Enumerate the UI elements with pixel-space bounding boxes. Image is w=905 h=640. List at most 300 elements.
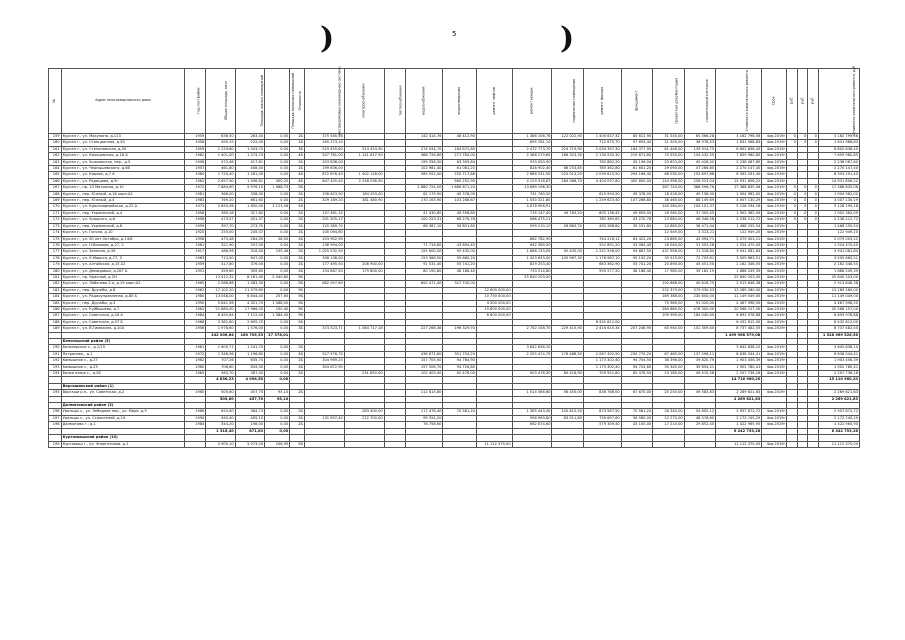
table-cell: 1951 xyxy=(185,268,206,274)
table-cell: 1 902 362,09 xyxy=(818,210,859,216)
table-cell: 486,56 xyxy=(206,249,235,255)
table-cell: 417,80 xyxy=(206,262,235,268)
table-cell: 2Б xyxy=(290,236,305,242)
table-cell: 107 286,80 xyxy=(621,198,652,204)
table-cell: 94 687,50 xyxy=(621,249,652,255)
table-cell: 1 904 982,00 xyxy=(716,191,762,197)
table-cell: 25 840 203,00 xyxy=(818,274,859,280)
table-cell: 2 255 474,70 xyxy=(512,351,552,357)
table-cell: 8 161,40 xyxy=(235,274,264,280)
table-cell: 2 913 648,38 xyxy=(818,281,859,287)
table-cell: 67 465,00 xyxy=(653,351,684,357)
table-cell: 45 426,00 xyxy=(684,159,715,165)
table-cell: 8 737 482,55 xyxy=(818,326,859,332)
table-cell: 3 162 798,56 xyxy=(716,134,762,140)
table-cell: 185 xyxy=(49,300,62,306)
table-cell: 22 270,00 xyxy=(653,415,684,421)
table-cell: 40 616,75 xyxy=(684,281,715,287)
table-cell: 65 366,28 xyxy=(684,134,715,140)
table-cell: 7 112,40 xyxy=(235,313,264,319)
table-cell: 39 654,21 xyxy=(684,364,715,370)
table-cell: 0,00 xyxy=(265,191,290,197)
address-cell: Курган г., пер. Дружбы, д.8 xyxy=(61,287,185,293)
address-cell: Уральцы с., ул. Строителей, д.19 xyxy=(61,415,185,421)
table-cell: 373 523,71 xyxy=(304,326,344,332)
table-cell: 161 xyxy=(49,146,62,152)
table-cell: 1 386 106,76 xyxy=(512,134,552,140)
table-cell: 600 471,40 xyxy=(405,281,443,287)
address-cell: Курган г., ул. К.Маркса, д.77, 3 xyxy=(61,255,185,261)
table-cell: 2 067 492,50 xyxy=(583,351,621,357)
header-index: № xyxy=(49,69,62,134)
table-cell: 739 697,60 xyxy=(583,415,621,421)
table-cell: 2Б xyxy=(290,191,305,197)
table-cell: 3Б xyxy=(290,146,305,152)
table-cell: 2Б xyxy=(290,358,305,364)
table-cell: 43 894,40 xyxy=(443,242,477,248)
table-cell: 179 800,00 xyxy=(344,268,384,274)
table-cell: 0 xyxy=(787,140,797,146)
table-cell: 4кв.2019г xyxy=(762,230,787,236)
table-cell: 2 472 773,70 xyxy=(512,146,552,152)
table-cell: 4Б xyxy=(290,153,305,159)
table-cell: 1 668 133,00 xyxy=(512,249,552,255)
table-cell: 4кв.2019г xyxy=(762,140,787,146)
table-cell: 547 761,00 xyxy=(304,153,344,159)
table-cell: 68 030,00 xyxy=(653,172,684,178)
table-cell: 4 321,70 xyxy=(235,300,264,306)
header-floors: Этажность xyxy=(290,69,305,134)
table-cell: 14 931 806,22 xyxy=(818,178,859,184)
table-cell: 104 101,37 xyxy=(684,204,715,210)
table-cell: 23 664,00 xyxy=(653,217,684,223)
header-work-11: проектная документация xyxy=(653,69,684,134)
table-cell: 5 976,10 xyxy=(235,185,264,191)
table-cell: 4 878 908,91 xyxy=(512,204,552,210)
table-cell: 92 435,00 xyxy=(443,249,477,255)
table-cell: 2 162 346,55 xyxy=(716,262,762,268)
table-cell: 105 967,30 xyxy=(552,255,583,261)
table-cell: 94 726,80 xyxy=(443,364,477,370)
table-cell: 178 xyxy=(49,255,62,261)
table-cell: 741 760,50 xyxy=(512,191,552,197)
table-cell: 4кв.2019г xyxy=(762,287,787,293)
address-cell: Курган г., ул. Советская, д.16 А xyxy=(61,313,185,319)
table-cell xyxy=(552,441,583,447)
table-cell: 11 149 049,00 xyxy=(716,294,762,300)
table-cell: 1959 xyxy=(185,134,206,140)
table-cell: 9Б xyxy=(290,274,305,280)
table-cell: 2Б xyxy=(290,134,305,140)
table-cell: 4 467 998,50 xyxy=(716,300,762,306)
table-cell: 1 902 362,09 xyxy=(716,210,762,216)
total-cell: 1 499 968 579,08 xyxy=(716,332,762,338)
table-cell: 11 149 049,00 xyxy=(818,294,859,300)
table-cell: 1 084 717,18 xyxy=(344,326,384,332)
address-cell: Камышное с., д.23 xyxy=(61,364,185,370)
table-cell: 360,28 xyxy=(206,210,235,216)
table-cell: 552 891,20 xyxy=(583,242,621,248)
table-cell: 2 039 610,50 xyxy=(583,172,621,178)
table-cell: 4кв.2019г xyxy=(762,166,787,172)
table-cell: 45 451,50 xyxy=(684,262,715,268)
table-row xyxy=(49,441,860,447)
table-cell: 284 068,70 xyxy=(552,178,583,184)
address-cell: Курган г., пер. Дружбы, д.3 xyxy=(61,300,185,306)
table-cell: 1956 xyxy=(185,159,206,165)
table-cell: 1 173 302,40 xyxy=(583,358,621,364)
table-cell: 21 880,00 xyxy=(206,306,235,312)
total-cell: 14 716 960,20 xyxy=(716,377,762,383)
table-cell: 457,70 xyxy=(235,390,264,396)
table-cell: 157 705,50 xyxy=(405,358,443,364)
table-cell: 0 xyxy=(808,185,818,191)
address-cell: Курган г., ул. Чернышевского, д.66 xyxy=(61,166,185,172)
table-cell: 400 800,00 xyxy=(621,178,652,184)
table-cell: 227 266,36 xyxy=(405,326,443,332)
table-cell: 165 273,10 xyxy=(304,140,344,146)
table-cell: 25 250,00 xyxy=(653,390,684,396)
table-cell: 2 270 147,40 xyxy=(716,166,762,172)
header-work-12: строительный контроль xyxy=(684,69,715,134)
table-cell: 2 258 036,90 xyxy=(344,178,384,184)
table-cell: 2 162 346,55 xyxy=(818,262,859,268)
table-cell: 405,10 xyxy=(235,415,264,421)
table-cell: 0 xyxy=(797,210,807,216)
header-work-5: водоотведения xyxy=(443,69,477,134)
table-cell: 0,00 xyxy=(265,166,290,172)
table-cell: 3 382,60 xyxy=(206,319,235,325)
table-cell: 417,81 xyxy=(235,159,264,165)
table-cell: 0,00 xyxy=(265,198,290,204)
table-cell: 4кв.2019г xyxy=(762,294,787,300)
table-cell: 49 378,00 xyxy=(621,191,652,197)
table-cell: 199 358,30 xyxy=(405,159,443,165)
table-cell: 0,00 xyxy=(265,319,290,325)
table-cell: 1 888 249,39 xyxy=(818,268,859,274)
table-cell: 179 xyxy=(49,262,62,268)
table-cell: 1 141 617,90 xyxy=(344,153,384,159)
table-cell: 12 600 000,00 xyxy=(476,287,512,293)
table-cell: 192 666,00 xyxy=(653,281,684,287)
table-cell: 184 872,80 xyxy=(443,146,477,152)
table-cell: 463,70 xyxy=(206,371,235,377)
table-cell: 17 966,00 xyxy=(235,306,264,312)
table-cell: 13 289 280,00 xyxy=(818,287,859,293)
total-cell: 27 378,01 xyxy=(265,332,290,338)
table-cell: 13 048,00 xyxy=(206,294,235,300)
total-cell: 457,70 xyxy=(235,396,264,402)
table-cell: 20 890,00 xyxy=(653,262,684,268)
table-cell: 1990 xyxy=(185,300,206,306)
table-cell: 100 253,31 xyxy=(405,217,443,223)
table-cell: 198,00 xyxy=(235,422,264,428)
table-cell: 3Б xyxy=(290,326,305,332)
table-cell: 56 455,00 xyxy=(552,390,583,396)
table-cell: 187 xyxy=(49,313,62,319)
table-cell: 0,00 xyxy=(265,287,290,293)
table-cell: 0,00 xyxy=(265,326,290,332)
header-work-1: внутридомовые инженерные системы xyxy=(304,69,344,134)
table-cell: 2 418 615,34 xyxy=(583,326,621,332)
table-cell: 40 378,00 xyxy=(443,191,477,197)
table-cell: 9Б xyxy=(290,287,305,293)
table-cell: 1 068,00 xyxy=(265,300,290,306)
table-cell: 0,00 xyxy=(265,230,290,236)
table-cell: 4кв.2019г xyxy=(762,178,787,184)
table-cell: 605 136,45 xyxy=(583,210,621,216)
table-cell: 173 xyxy=(49,223,62,229)
address-cell: Варгаши р.п., ул. Советская, д.2 xyxy=(61,390,185,396)
table-cell: 0,00 xyxy=(265,409,290,415)
table-cell: 157 481,32 xyxy=(304,210,344,216)
table-cell: 38 460,00 xyxy=(653,198,684,204)
header-work-4: водоснабжения xyxy=(405,69,443,134)
table-cell: 2 957 672,72 xyxy=(818,409,859,415)
table-cell: 70 581,20 xyxy=(621,409,652,415)
table-cell: 43 100,00 xyxy=(621,422,652,428)
table-cell: 264,00 xyxy=(235,236,264,242)
table-cell: 63 940,00 xyxy=(653,326,684,332)
table-cell: 61 446,00 xyxy=(653,146,684,152)
address-cell: Курган г., ул. Алтайская, д.15 А2 xyxy=(61,262,185,268)
table-cell: 5Б xyxy=(290,204,305,210)
table-cell: 184 040,00 xyxy=(684,313,715,319)
table-cell: 170 xyxy=(49,204,62,210)
header-work-8: подвальные помещения xyxy=(552,69,583,134)
table-cell: 28,50 xyxy=(265,236,290,242)
table-cell: 4Б xyxy=(290,351,305,357)
table-cell: 4кв.2019г xyxy=(762,281,787,287)
table-cell: 828 902,40 xyxy=(512,166,552,172)
header-address: Адрес многоквартирного дома xyxy=(61,69,185,134)
section-title: Далматовский район (3) xyxy=(61,403,185,409)
table-cell: 131 957,40 xyxy=(304,415,344,421)
table-cell: 0 xyxy=(808,140,818,146)
table-cell: 0 xyxy=(787,198,797,204)
table-cell: 36 471,44 xyxy=(684,223,715,229)
table-cell: 71 716,80 xyxy=(405,242,443,248)
table-cell: 19 800 000,00 xyxy=(476,306,512,312)
table-cell xyxy=(808,441,818,447)
table-cell: 782 365,65 xyxy=(583,217,621,223)
table-cell: 256 523,04 xyxy=(684,178,715,184)
table-cell: 317,80 xyxy=(235,210,264,216)
address-cell: Уральцы с., ул. Лебедева пер., ул. Мира, д.5 xyxy=(61,409,185,415)
table-cell: 192 xyxy=(49,358,62,364)
table-cell: 2 855,56 xyxy=(206,204,235,210)
table-cell: 1 524 470,45 xyxy=(716,242,762,248)
table-cell: 61 081,20 xyxy=(443,166,477,172)
table-cell: 1958 xyxy=(185,140,206,146)
total-cell: 242 006,64 xyxy=(206,332,235,338)
table-cell: 20 568 157,00 xyxy=(716,306,762,312)
table-cell: 836 766,00 xyxy=(583,390,621,396)
total-cell: 15 110 960,20 xyxy=(818,377,859,383)
table-cell xyxy=(797,441,807,447)
table-cell: 2Б xyxy=(290,364,305,370)
table-cell: 184 293,00 xyxy=(344,191,384,197)
table-cell: 397,70 xyxy=(206,223,235,229)
table-cell: 2Б xyxy=(290,159,305,165)
table-cell: 164 xyxy=(49,166,62,172)
table-cell: 505,60 xyxy=(206,390,235,396)
table-cell: 42 994,71 xyxy=(684,236,715,242)
table-cell: 2Б xyxy=(290,223,305,229)
address-cell: Курган г., ул. Красноармейская, д.22 А xyxy=(61,204,185,210)
table-cell: 85 612,90 xyxy=(621,134,652,140)
table-cell: 178 488,50 xyxy=(552,351,583,357)
table-cell: 18 960,00 xyxy=(653,210,684,216)
table-cell: 1 422 965,90 xyxy=(818,422,859,428)
table-cell: 35 345,00 xyxy=(653,364,684,370)
table-cell: 125 389,70 xyxy=(304,223,344,229)
header-work-6: ремонт лифтов xyxy=(476,69,512,134)
table-cell: 2Б xyxy=(290,371,305,377)
table-cell: 49 410,56 xyxy=(684,371,715,377)
table-cell: 2 236 212,72 xyxy=(716,217,762,223)
table-cell: 100 094,60 xyxy=(304,230,344,236)
address-cell: Курган г., пер. Южный, д.4 xyxy=(61,198,185,204)
table-cell: 1985 xyxy=(185,371,206,377)
table-cell: 166 xyxy=(49,178,62,184)
table-cell: 2Б xyxy=(290,262,305,268)
table-cell: 2Б xyxy=(290,249,305,255)
table-cell: 8 393 291,40 xyxy=(716,172,762,178)
table-cell: 4кв.2019г xyxy=(762,134,787,140)
table-cell: 1 686 671,20 xyxy=(443,185,477,191)
table-cell: 0 xyxy=(787,217,797,223)
table-cell: 769,20 xyxy=(206,198,235,204)
table-cell: 351 754,20 xyxy=(443,351,477,357)
table-cell: 0 xyxy=(797,198,807,204)
table-cell xyxy=(621,441,652,447)
table-cell: 7 659 980,85 xyxy=(716,153,762,159)
table-cell: 181 xyxy=(49,274,62,280)
table-cell: 895 761,10 xyxy=(512,140,552,146)
table-cell xyxy=(443,441,477,447)
table-cell: 1 401,00 xyxy=(206,153,235,159)
table-cell: 2 172 745,29 xyxy=(818,415,859,421)
table-cell: 176 xyxy=(49,242,62,248)
table-cell: 1968 xyxy=(185,319,206,325)
table-cell: 95 152,20 xyxy=(621,255,652,261)
table-cell: 1 173 302,40 xyxy=(583,364,621,370)
table-cell: 35 515,00 xyxy=(653,255,684,261)
table-cell: 359,60 xyxy=(235,268,264,274)
table-cell: 0 xyxy=(797,217,807,223)
table-cell: 25 840 203,00 xyxy=(716,274,762,280)
table-cell: 706,60 xyxy=(206,364,235,370)
table-cell: 201 505,27 xyxy=(304,217,344,223)
table-cell: 183 xyxy=(49,287,62,293)
table-cell: 101 309,40 xyxy=(684,326,715,332)
table-cell: 163 xyxy=(49,159,62,165)
table-cell: 683 362,90 xyxy=(583,262,621,268)
section-title: Куртамышский район (10) xyxy=(61,435,185,441)
table-cell: 0,00 xyxy=(265,358,290,364)
table-cell: 636,50 xyxy=(206,134,235,140)
table-cell: 12 412,32 xyxy=(206,274,235,280)
table-cell: 4 007 130,29 xyxy=(716,198,762,204)
table-cell: 230 770,20 xyxy=(621,351,652,357)
section-title: Белозерский район (5) xyxy=(61,339,185,345)
table-cell: 713,50 xyxy=(206,255,235,261)
table-cell: 635,70 xyxy=(235,358,264,364)
table-cell: 2 207 736,16 xyxy=(716,371,762,377)
table-cell: 100 810,50 xyxy=(552,409,583,415)
table-cell: 2 957 672,72 xyxy=(716,409,762,415)
table-cell: 229 415,90 xyxy=(552,326,583,332)
table-cell: 2 868 531,50 xyxy=(512,172,552,178)
left-bracket-mark: ) xyxy=(320,21,335,56)
table-cell: 5Б xyxy=(290,185,305,191)
repair-register-table xyxy=(48,68,860,448)
table-cell: 48 186,40 xyxy=(443,268,477,274)
table-cell: 80 418,90 xyxy=(552,371,583,377)
table-cell: 99 324,20 xyxy=(405,415,443,421)
header-area-total: Общая площадь, кв.м xyxy=(206,69,235,134)
table-cell: 67 670,00 xyxy=(621,390,652,396)
table-cell: 1 384,40 xyxy=(265,313,290,319)
table-cell: 1 468 255,54 xyxy=(818,223,859,229)
table-cell: 1984 xyxy=(185,422,206,428)
table-cell: 1 902 780,41 xyxy=(818,364,859,370)
table-cell: 478 300,00 xyxy=(684,306,715,312)
table-cell: 306 138,50 xyxy=(304,255,344,261)
table-cell: 7 884,60 xyxy=(206,185,235,191)
table-cell: 175 xyxy=(49,236,62,242)
table-cell: 709 551,60 xyxy=(583,371,621,377)
table-cell: 1962 xyxy=(185,306,206,312)
table-cell: 1984 xyxy=(185,313,206,319)
table-cell: 257,60 xyxy=(265,294,290,300)
table-cell: 0,00 xyxy=(265,217,290,223)
table-cell: 733 514,80 xyxy=(512,268,552,274)
table-cell: 376,00 xyxy=(235,262,264,268)
table-cell: 1962 xyxy=(185,287,206,293)
table-cell: 1990 xyxy=(185,415,206,421)
address-cell: Куртамыш г., ул. Энергетиков, д.1 xyxy=(61,441,185,447)
table-cell: 29 090,00 xyxy=(653,166,684,172)
table-cell: 986 475,21 xyxy=(512,217,552,223)
table-cell: 72 703,61 xyxy=(684,255,715,261)
table-cell: 4кв.2019г xyxy=(762,351,787,357)
table-cell: 170 163,90 xyxy=(405,198,443,204)
table-cell: 321,90 xyxy=(206,242,235,248)
table-cell: 0,00 xyxy=(265,281,290,287)
table-cell: 6 600 000,00 xyxy=(476,313,512,319)
table-cell: 203 638,00 xyxy=(304,159,344,165)
table-cell: 1981 xyxy=(185,191,206,197)
table-cell: 375 585,46 xyxy=(304,134,344,140)
table-cell: 1983 xyxy=(185,198,206,204)
table-cell: 139 914,75 xyxy=(684,146,715,152)
address-cell: Курган г., ул. Радищева, д.5г xyxy=(61,178,185,184)
table-cell: 224 719,90 xyxy=(552,146,583,152)
table-cell: 2 270 147,40 xyxy=(818,166,859,172)
table-cell: 41 430,60 xyxy=(405,210,443,216)
table-cell: 1 978,60 xyxy=(206,326,235,332)
table-cell: 274 044,70 xyxy=(405,146,443,152)
table-cell: 0 xyxy=(808,191,818,197)
table-cell: 6 432 812,00 xyxy=(716,319,762,325)
table-cell: 4кв.2019г xyxy=(762,409,787,415)
table-cell: 186 xyxy=(49,306,62,312)
table-cell: 4кв.2019г xyxy=(762,159,787,165)
table-cell: 304 672,90 xyxy=(304,364,344,370)
table-cell: 0 xyxy=(797,140,807,146)
